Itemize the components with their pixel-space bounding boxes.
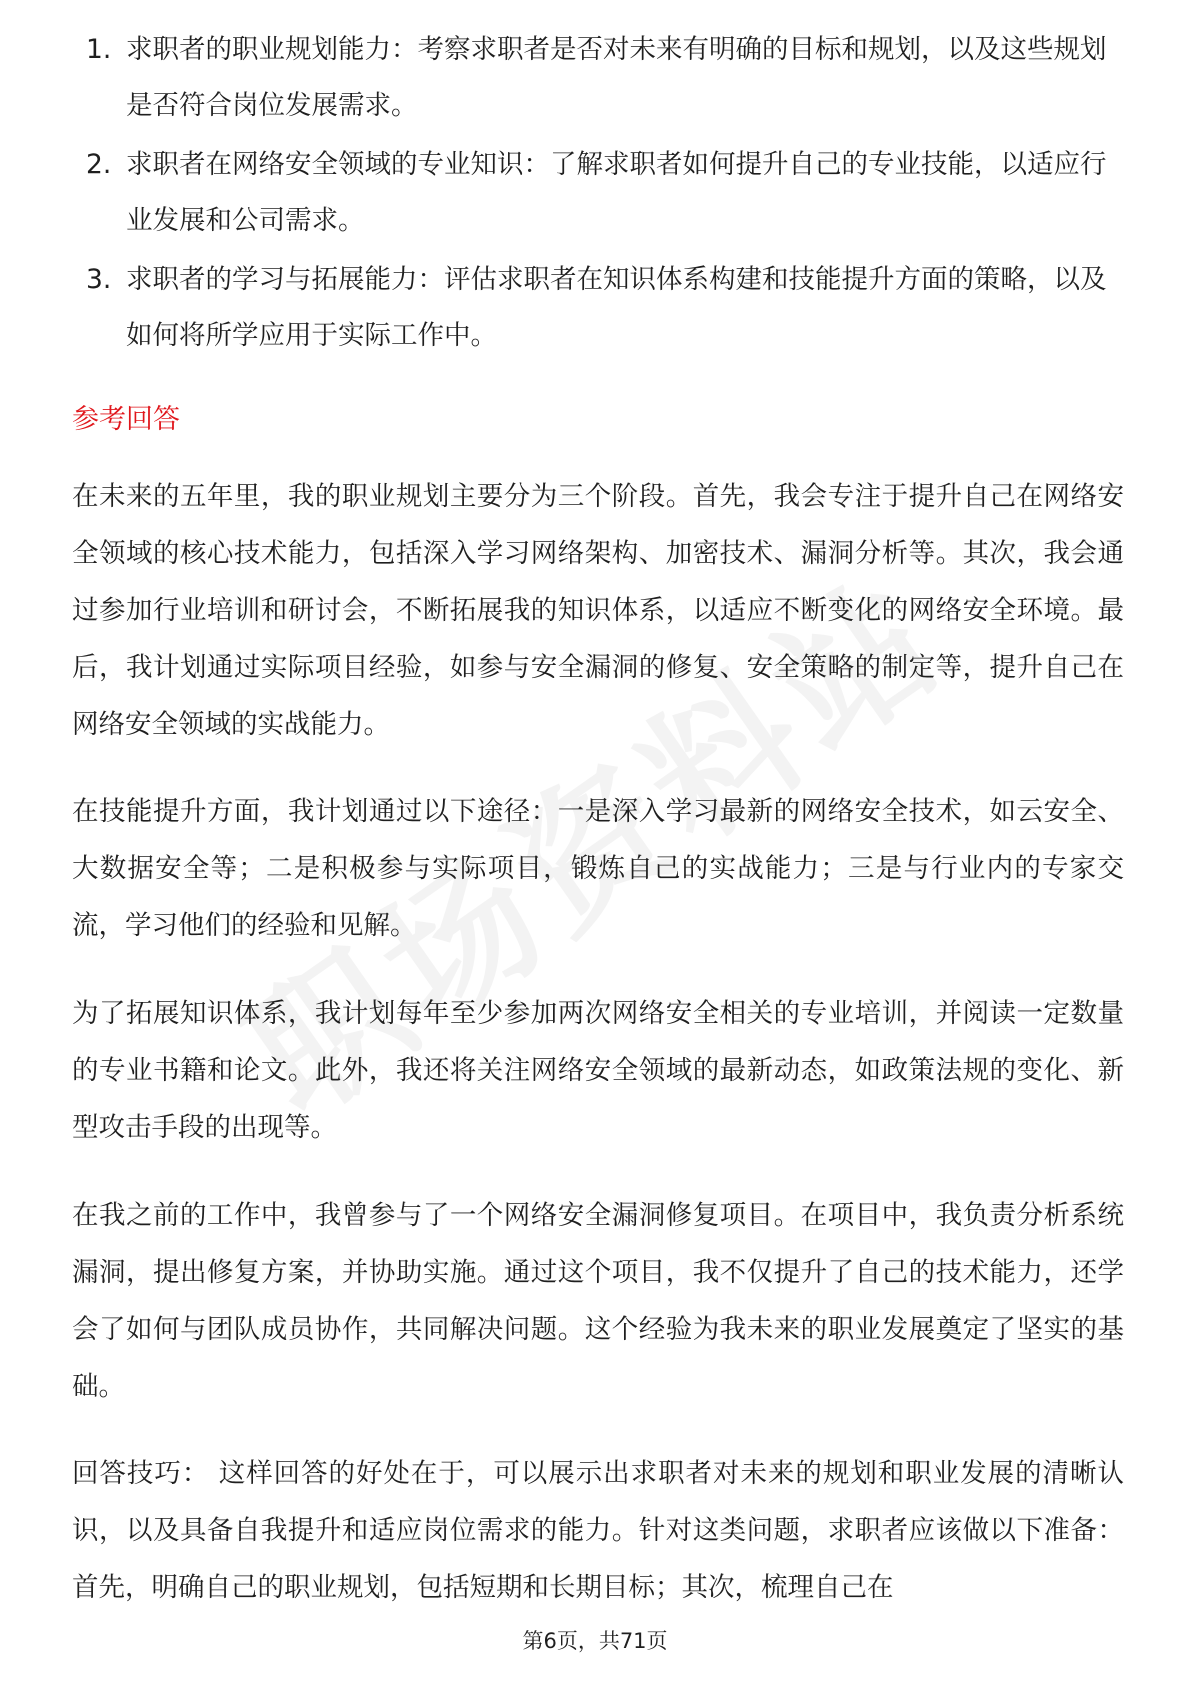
answer-paragraph: 在未来的五年里，我的职业规划主要分为三个阶段。首先，我会专注于提升自己在网络安全领域的核心技术能力，包括深入学习网络架构、加密技术、漏洞分析等。其次，我会通过参加行业培训和研讨会，不断拓展我的知识体系，以适应不断变化的网络安全环境。最后，我计划通过实际项目经验，如参与安全漏洞的修复、安全策略的制定等，提升自己在网络安全领域的实战能力。 xyxy=(72,481,1124,740)
answer-paragraph: 在我之前的工作中，我曾参与了一个网络安全漏洞修复项目。在项目中，我负责分析系统漏洞，提出修复方案，并协助实施。通过这个项目，我不仅提升了自己的技术能力，还学会了如何与团队成员协作，共同解决问题。这个经验为我未来的职业发展奠定了坚实的基础。 xyxy=(72,1200,1124,1402)
list-text: 求职者在网络安全领域的专业知识：了解求职者如何提升自己的专业技能，以适应行业发展和公司需求。 xyxy=(126,149,1107,236)
criteria-list xyxy=(72,22,1132,367)
list-number: 3. xyxy=(86,264,112,295)
list-number: 1. xyxy=(86,34,112,65)
page-number: 第6页，共71页 xyxy=(522,1629,668,1653)
answer-paragraph: 为了拓展知识体系，我计划每年至少参加两次网络安全相关的专业培训，并阅读一定数量的专业书籍和论文。此外，我还将关注网络安全领域的最新动态，如政策法规的变化、新型攻击手段的出现等。 xyxy=(72,998,1124,1143)
list-number: 2. xyxy=(86,149,112,180)
section-title: 参考回答 xyxy=(72,404,180,435)
list-item xyxy=(72,137,1132,249)
tips-paragraph: 回答技巧： 这样回答的好处在于，可以展示出求职者对未来的规划和职业发展的清晰认识，以及具备自我提升和适应岗位需求的能力。针对这类问题，求职者应该做以下准备：首先，明确自己的职业规划，包括短期和长期目标；其次，梳理自己在 xyxy=(72,1458,1124,1603)
list-text: 求职者的职业规划能力：考察求职者是否对未来有明确的目标和规划，以及这些规划是否符合岗位发展需求。 xyxy=(126,34,1107,121)
answer-paragraph: 在技能提升方面，我计划通过以下途径：一是深入学习最新的网络安全技术，如云安全、大数据安全等；二是积极参与实际项目，锻炼自己的实战能力；三是与行业内的专家交流，学习他们的经验和见解。 xyxy=(72,796,1124,941)
list-item xyxy=(72,252,1132,364)
list-text: 求职者的学习与拓展能力：评估求职者在知识体系构建和技能提升方面的策略，以及如何将所学应用于实际工作中。 xyxy=(126,264,1107,351)
list-item xyxy=(72,22,1132,134)
